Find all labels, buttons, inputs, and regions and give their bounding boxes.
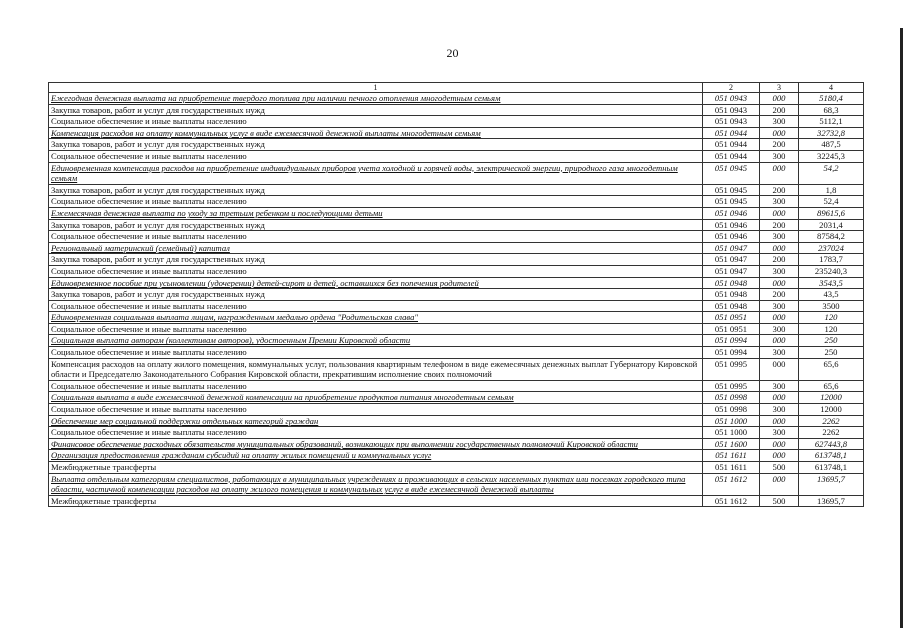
- row-name-cell: Единовременное пособие при усыновлении (удочерении) детей-сирот и детей, оставшихся без попечения родителей: [49, 277, 703, 289]
- row-code-cell: 051 0995: [703, 358, 760, 380]
- row-type-cell: 200: [760, 254, 799, 266]
- row-type-cell: 300: [760, 427, 799, 439]
- row-code-cell: 051 0947: [703, 265, 760, 277]
- row-code-cell: 051 0948: [703, 277, 760, 289]
- row-name-cell: Финансовое обеспечение расходных обязательств муниципальных образований, возникающих при выполнении государственных полномочий Кировской области: [49, 438, 703, 450]
- row-code-cell: 051 0947: [703, 254, 760, 266]
- page-number: 20: [446, 46, 459, 60]
- row-sum-cell: 250: [799, 347, 864, 359]
- row-sum-cell: 13695,7: [799, 473, 864, 495]
- row-sum-cell: 5180,4: [799, 93, 864, 105]
- table-row: [49, 404, 864, 416]
- row-code-cell: 051 1600: [703, 438, 760, 450]
- table-row: [49, 415, 864, 427]
- row-sum-cell: 32245,3: [799, 150, 864, 162]
- row-sum-cell: 43,5: [799, 289, 864, 301]
- row-type-cell: 300: [760, 380, 799, 392]
- row-sum-cell: 65,6: [799, 358, 864, 380]
- row-sum-cell: 120: [799, 312, 864, 324]
- row-name-cell: Организация предоставления гражданам субсидий на оплату жилых помещений и коммунальных услуг: [49, 450, 703, 462]
- row-type-cell: 300: [760, 404, 799, 416]
- table-row: [49, 196, 864, 208]
- row-sum-cell: 12000: [799, 392, 864, 404]
- header-cell: 3: [760, 83, 799, 93]
- row-name-cell: Социальное обеспечение и иные выплаты населению: [49, 347, 703, 359]
- row-sum-cell: 1,8: [799, 184, 864, 196]
- row-code-cell: 051 1612: [703, 495, 760, 507]
- row-sum-cell: 3500: [799, 300, 864, 312]
- row-type-cell: 300: [760, 300, 799, 312]
- table-row: [49, 323, 864, 335]
- row-code-cell: 051 0944: [703, 150, 760, 162]
- row-code-cell: 051 0946: [703, 219, 760, 231]
- table-row: [49, 242, 864, 254]
- row-name-cell: Межбюджетные трансферты: [49, 462, 703, 474]
- row-type-cell: 000: [760, 207, 799, 219]
- table-row: [49, 231, 864, 243]
- row-sum-cell: 2031,4: [799, 219, 864, 231]
- row-sum-cell: 89615,6: [799, 207, 864, 219]
- table-row: [49, 300, 864, 312]
- table-body: [49, 83, 864, 507]
- row-name-cell: Социальное обеспечение и иные выплаты населению: [49, 150, 703, 162]
- row-code-cell: 051 0943: [703, 104, 760, 116]
- row-name-cell: Компенсация расходов на оплату коммунальных услуг в виде ежемесячной денежной выплаты многодетным семьям: [49, 127, 703, 139]
- row-sum-cell: 2262: [799, 427, 864, 439]
- row-code-cell: 051 0948: [703, 289, 760, 301]
- row-sum-cell: 627443,8: [799, 438, 864, 450]
- row-name-cell: Обеспечение мер социальной поддержки отдельных категорий граждан: [49, 415, 703, 427]
- table-row: [49, 312, 864, 324]
- table-row: [49, 335, 864, 347]
- row-sum-cell: 487,5: [799, 139, 864, 151]
- row-name-cell: Социальное обеспечение и иные выплаты населению: [49, 404, 703, 416]
- row-sum-cell: 2262: [799, 415, 864, 427]
- table-row: [49, 139, 864, 151]
- row-type-cell: 300: [760, 347, 799, 359]
- table-row: [49, 462, 864, 474]
- row-name-cell: Социальное обеспечение и иные выплаты населению: [49, 265, 703, 277]
- row-sum-cell: 237024: [799, 242, 864, 254]
- row-code-cell: 051 0943: [703, 116, 760, 128]
- row-sum-cell: 250: [799, 335, 864, 347]
- table-row: [49, 162, 864, 184]
- table-row: [49, 438, 864, 450]
- header-cell: 1: [49, 83, 703, 93]
- row-name-cell: Социальное обеспечение и иные выплаты населению: [49, 380, 703, 392]
- row-name-cell: Единовременная компенсация расходов на приобретение индивидуальных приборов учета холодной и горячей воды, электрической энергии, природного газа многодетным семьям: [49, 162, 703, 184]
- row-sum-cell: 32732,8: [799, 127, 864, 139]
- row-name-cell: Региональный материнский (семейный) капитал: [49, 242, 703, 254]
- row-code-cell: 051 0944: [703, 139, 760, 151]
- table-row: [49, 289, 864, 301]
- row-name-cell: Закупка товаров, работ и услуг для государственных нужд: [49, 139, 703, 151]
- row-type-cell: 000: [760, 162, 799, 184]
- row-code-cell: 051 0945: [703, 184, 760, 196]
- row-sum-cell: 3543,5: [799, 277, 864, 289]
- table-row: [49, 265, 864, 277]
- row-code-cell: 051 1000: [703, 427, 760, 439]
- row-type-cell: 000: [760, 277, 799, 289]
- row-sum-cell: 52,4: [799, 196, 864, 208]
- table-row: [49, 207, 864, 219]
- row-name-cell: Социальное обеспечение и иные выплаты населению: [49, 231, 703, 243]
- row-type-cell: 300: [760, 196, 799, 208]
- table-row: [49, 277, 864, 289]
- row-type-cell: 000: [760, 127, 799, 139]
- row-code-cell: 051 0946: [703, 231, 760, 243]
- row-code-cell: 051 0945: [703, 162, 760, 184]
- row-sum-cell: 613748,1: [799, 462, 864, 474]
- row-type-cell: 000: [760, 358, 799, 380]
- table-row: [49, 184, 864, 196]
- row-code-cell: 051 0947: [703, 242, 760, 254]
- row-code-cell: 051 1000: [703, 415, 760, 427]
- row-type-cell: 300: [760, 265, 799, 277]
- row-sum-cell: 87584,2: [799, 231, 864, 243]
- row-code-cell: 051 0994: [703, 335, 760, 347]
- page-edge-line: [900, 28, 903, 628]
- row-name-cell: Социальное обеспечение и иные выплаты населению: [49, 427, 703, 439]
- table-row: [49, 347, 864, 359]
- row-type-cell: 500: [760, 462, 799, 474]
- row-code-cell: 051 0951: [703, 323, 760, 335]
- row-name-cell: Выплата отдельным категориям специалистов, работающих в муниципальных учреждениях и проживающих в сельских населенных пунктах или поселках городского типа области, частичной компенсации расходов на оплату жилого помещения и коммунальных услуг в виде ежемесячной денежной выплаты: [49, 473, 703, 495]
- table-row: [49, 254, 864, 266]
- row-code-cell: 051 0994: [703, 347, 760, 359]
- row-type-cell: 200: [760, 219, 799, 231]
- row-code-cell: 051 0943: [703, 93, 760, 105]
- row-sum-cell: 68,3: [799, 104, 864, 116]
- row-name-cell: Социальная выплата в виде ежемесячной денежной компенсации на приобретение продуктов питания многодетным семьям: [49, 392, 703, 404]
- row-sum-cell: 54,2: [799, 162, 864, 184]
- row-name-cell: Закупка товаров, работ и услуг для государственных нужд: [49, 254, 703, 266]
- row-type-cell: 200: [760, 184, 799, 196]
- row-code-cell: 051 0998: [703, 404, 760, 416]
- table-row: [49, 358, 864, 380]
- row-name-cell: Закупка товаров, работ и услуг для государственных нужд: [49, 289, 703, 301]
- table-row: [49, 473, 864, 495]
- table-row: [49, 127, 864, 139]
- row-type-cell: 000: [760, 242, 799, 254]
- row-sum-cell: 613748,1: [799, 450, 864, 462]
- row-sum-cell: 12000: [799, 404, 864, 416]
- header-cell: 2: [703, 83, 760, 93]
- row-name-cell: Социальное обеспечение и иные выплаты населению: [49, 116, 703, 128]
- row-type-cell: 200: [760, 289, 799, 301]
- row-sum-cell: 120: [799, 323, 864, 335]
- row-name-cell: Единовременная социальная выплата лицам, награжденным медалью ордена "Родительская слава": [49, 312, 703, 324]
- row-type-cell: 000: [760, 392, 799, 404]
- row-type-cell: 000: [760, 93, 799, 105]
- row-code-cell: 051 1611: [703, 462, 760, 474]
- table-header-row: [49, 83, 864, 93]
- row-type-cell: 000: [760, 335, 799, 347]
- row-sum-cell: 65,6: [799, 380, 864, 392]
- table-row: [49, 380, 864, 392]
- row-type-cell: 000: [760, 438, 799, 450]
- row-type-cell: 000: [760, 473, 799, 495]
- row-code-cell: 051 1611: [703, 450, 760, 462]
- row-sum-cell: 1783,7: [799, 254, 864, 266]
- row-code-cell: 051 0995: [703, 380, 760, 392]
- row-code-cell: 051 0944: [703, 127, 760, 139]
- table-row: [49, 116, 864, 128]
- row-code-cell: 051 0946: [703, 207, 760, 219]
- row-name-cell: Закупка товаров, работ и услуг для государственных нужд: [49, 219, 703, 231]
- row-name-cell: Ежегодная денежная выплата на приобретение твердого топлива при наличии печного отопления многодетным семьям: [49, 93, 703, 105]
- row-name-cell: Закупка товаров, работ и услуг для государственных нужд: [49, 104, 703, 116]
- table-row: [49, 93, 864, 105]
- row-name-cell: Ежемесячная денежная выплата по уходу за третьим ребенком и последующими детьми: [49, 207, 703, 219]
- row-type-cell: 300: [760, 231, 799, 243]
- table-row: [49, 495, 864, 507]
- row-sum-cell: 235240,3: [799, 265, 864, 277]
- row-name-cell: Социальное обеспечение и иные выплаты населению: [49, 300, 703, 312]
- table-row: [49, 427, 864, 439]
- row-code-cell: 051 1612: [703, 473, 760, 495]
- table-row: [49, 150, 864, 162]
- row-code-cell: 051 0951: [703, 312, 760, 324]
- row-type-cell: 000: [760, 312, 799, 324]
- row-type-cell: 500: [760, 495, 799, 507]
- row-code-cell: 051 0945: [703, 196, 760, 208]
- row-name-cell: Закупка товаров, работ и услуг для государственных нужд: [49, 184, 703, 196]
- table-row: [49, 392, 864, 404]
- row-sum-cell: 13695,7: [799, 495, 864, 507]
- row-name-cell: Социальное обеспечение и иные выплаты населению: [49, 196, 703, 208]
- row-type-cell: 000: [760, 415, 799, 427]
- row-type-cell: 200: [760, 139, 799, 151]
- row-type-cell: 300: [760, 323, 799, 335]
- row-code-cell: 051 0998: [703, 392, 760, 404]
- table-row: [49, 219, 864, 231]
- row-code-cell: 051 0948: [703, 300, 760, 312]
- table-row: [49, 450, 864, 462]
- row-type-cell: 200: [760, 104, 799, 116]
- row-type-cell: 300: [760, 116, 799, 128]
- header-cell: 4: [799, 83, 864, 93]
- budget-table: [48, 82, 864, 507]
- row-name-cell: Компенсация расходов на оплату жилого помещения, коммунальных услуг, пользования квартирным телефоном в виде ежемесячных денежных выплат Губернатору Кировской области и Председателю Законодательного Собрания Кировской области, прекратившим исполнение своих полномочий: [49, 358, 703, 380]
- row-name-cell: Социальная выплата авторам (коллективам авторов), удостоенным Премии Кировской области: [49, 335, 703, 347]
- row-type-cell: 000: [760, 450, 799, 462]
- table-row: [49, 104, 864, 116]
- row-type-cell: 300: [760, 150, 799, 162]
- row-name-cell: Социальное обеспечение и иные выплаты населению: [49, 323, 703, 335]
- row-sum-cell: 5112,1: [799, 116, 864, 128]
- row-name-cell: Межбюджетные трансферты: [49, 495, 703, 507]
